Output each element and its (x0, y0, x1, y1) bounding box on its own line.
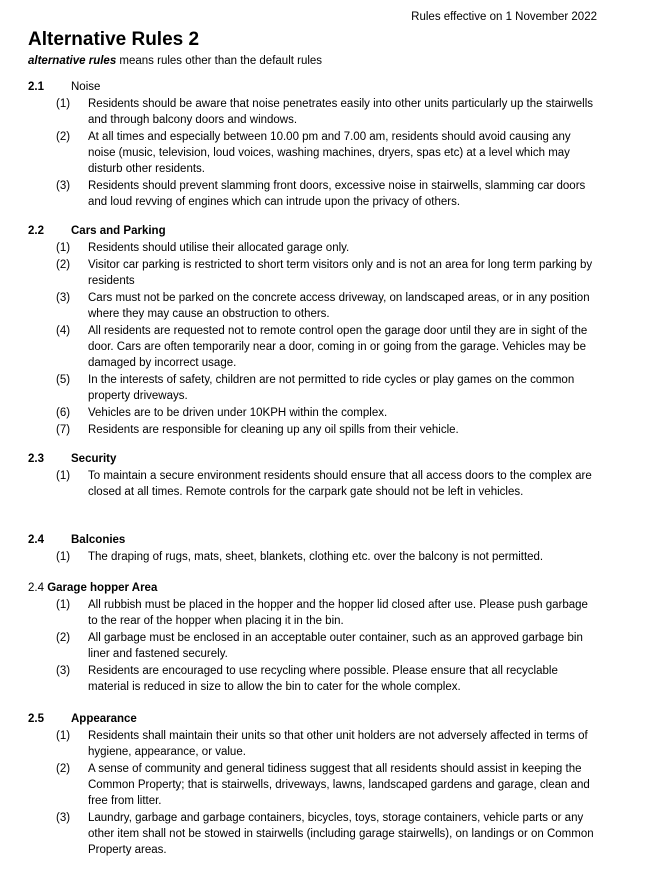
rule-text: Residents are encouraged to use recycling where possible. Please ensure that all recyclable material is reduced in size to allow the bin to cater for the whole complex. (88, 665, 558, 693)
rule-item (28, 549, 608, 565)
rule-text: Residents are responsible for cleaning up any oil spills from their vehicle. (88, 424, 459, 436)
rule-number: (1) (56, 242, 71, 254)
rule-number: (1) (56, 599, 71, 611)
rule-number: (2) (56, 632, 71, 644)
rule-text: Residents shall maintain their units so that other unit holders are not adversely affected in terms of hygiene, appearance, or value. (88, 730, 588, 758)
rule-number: (3) (56, 812, 71, 824)
rule-item (28, 405, 608, 421)
rule-text: Residents should be aware that noise penetrates easily into other units particularly up the stairwells and through balcony doors and windows. (88, 98, 594, 126)
rule-item (28, 372, 608, 404)
rule-number: (3) (56, 180, 71, 192)
rule-item (28, 597, 608, 629)
section-title: Cars and Parking (71, 225, 166, 237)
effective-date: Rules effective on 1 November 2022 (411, 11, 597, 23)
rule-text: Vehicles are to be driven under 10KPH within the complex. (88, 407, 388, 419)
rule-number: (5) (56, 374, 71, 386)
section-noise (28, 79, 608, 210)
section-balconies (28, 532, 608, 565)
rule-item (28, 96, 608, 128)
section-number: 2.5 (28, 713, 44, 725)
rule-item (28, 323, 608, 371)
section-security (28, 451, 608, 500)
rule-number: (3) (56, 292, 71, 304)
rule-number: (2) (56, 763, 71, 775)
rule-item (28, 290, 608, 322)
rule-number: (3) (56, 665, 71, 677)
rule-text: Residents should utilise their allocated garage only. (88, 242, 350, 254)
section-title: Noise (71, 81, 101, 93)
rule-number: (1) (56, 730, 71, 742)
rule-item (28, 240, 608, 256)
rule-text: All residents are requested not to remote control open the garage door until they are in sight of the door. Cars are often temporarily near a door, coming in or going from the garage. Vehicles may be damaged by incorrect usage. (88, 325, 588, 369)
rule-text: At all times and especially between 10.00 pm and 7.00 am, residents should avoid causing any noise (music, television, loud voices, washing machines, dryers, spas etc) at a level which may disturb other residents. (88, 131, 571, 175)
rule-text: Residents should prevent slamming front doors, excessive noise in stairwells, slamming car doors and loud revving of engines which can intrude upon the privacy of others. (88, 180, 586, 208)
rule-number: (2) (56, 259, 71, 271)
rule-text: In the interests of safety, children are not permitted to ride cycles or play games on the common property driveways. (88, 374, 575, 402)
rule-text: To maintain a secure environment residents should ensure that all access doors to the complex are closed at all times. Remote controls for the carpark gate should not be left in vehicles. (88, 470, 592, 498)
rule-item (28, 129, 608, 177)
section-title: Appearance (71, 713, 137, 725)
section-number: 2.2 (28, 225, 44, 237)
section-cars-parking (28, 223, 608, 438)
rule-text: A sense of community and general tidiness suggest that all residents should assist in keeping the Common Property; that is stairwells, driveways, lawns, landscaped gardens and garage, clean and free from litter. (88, 763, 590, 807)
rule-item (28, 663, 608, 695)
rule-text: Cars must not be parked on the concrete access driveway, on landscaped areas, or in any position where they may cause an obstruction to others. (88, 292, 590, 320)
section-number: 2.4 (28, 534, 44, 546)
rule-number: (1) (56, 470, 71, 482)
rule-number: (6) (56, 407, 71, 419)
section-number: 2.1 (28, 81, 44, 93)
rule-number: (4) (56, 325, 71, 337)
rule-number: (1) (56, 98, 71, 110)
section-number: 2.3 (28, 453, 44, 465)
section-appearance (28, 711, 608, 858)
section-number: 2.4 (28, 582, 44, 594)
rule-item (28, 728, 608, 760)
rule-text: Laundry, garbage and garbage containers, bicycles, toys, storage containers, vehicle parts or any other item shall not be stowed in stairwells (including garage stairwells), on landings or on Common Property areas. (88, 812, 594, 856)
section-title: Security (71, 453, 117, 465)
page-title: Alternative Rules 2 (28, 29, 200, 50)
rule-text: All rubbish must be placed in the hopper and the hopper lid closed after use. Please push garbage to the rear of the hopper when placing it in the bin. (88, 599, 588, 627)
section-title: Balconies (71, 534, 126, 546)
section-garage-hopper (28, 580, 608, 695)
rule-item (28, 630, 608, 662)
rule-item (28, 422, 608, 438)
rule-text: The draping of rugs, mats, sheet, blankets, clothing etc. over the balcony is not permitted. (88, 551, 544, 563)
definition-text: means rules other than the default rules (116, 55, 323, 67)
section-title: Garage hopper Area (47, 582, 158, 594)
rule-item (28, 810, 608, 858)
definition (28, 53, 322, 69)
rule-item (28, 468, 608, 500)
rule-item (28, 257, 608, 289)
rule-text: All garbage must be enclosed in an acceptable outer container, such as an approved garbage bin liner and fastened securely. (88, 632, 583, 660)
rule-number: (1) (56, 551, 71, 563)
definition-term: alternative rules (28, 55, 117, 67)
rule-number: (2) (56, 131, 71, 143)
rule-item (28, 178, 608, 210)
rule-number: (7) (56, 424, 71, 436)
rule-item (28, 761, 608, 809)
rule-text: Visitor car parking is restricted to short term visitors only and is not an area for long term parking by residents (88, 259, 593, 287)
